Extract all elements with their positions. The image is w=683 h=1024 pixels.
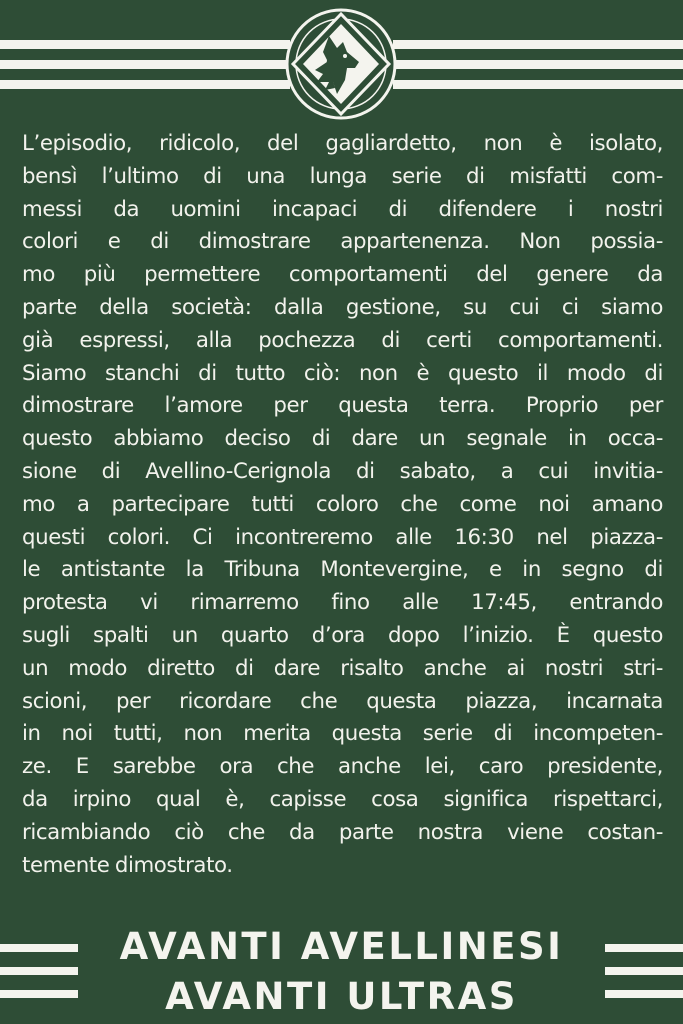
slogan-line-2: AVANTI ULTRAS: [165, 975, 518, 1018]
text-line: ricambiando ciò che da parte nostra viene costan-: [22, 819, 663, 845]
text-line: protesta vi rimarremo fino alle 17:45, entrando: [22, 590, 663, 616]
stripe: [0, 80, 290, 89]
text-line: L’episodio, ridicolo, del gagliardetto, non è isolato,: [22, 131, 663, 156]
statement-text: [22, 128, 663, 882]
text-line: scioni, per ricordare che questa piazza, incarnata: [22, 688, 663, 714]
wolf-emblem-icon: [285, 8, 397, 120]
stripe: [393, 60, 683, 69]
text-line: messi da uomini incapaci di difendere i nostri: [22, 196, 663, 222]
text-line: un modo diretto di dare risalto anche ai nostri stri-: [22, 655, 663, 681]
text-line: sugli spalti un quarto d’ora dopo l’inizio. È questo: [22, 622, 663, 648]
stripe: [393, 80, 683, 89]
text-line: Siamo stanchi di tutto ciò: non è questo il modo di: [22, 360, 663, 386]
stripe: [605, 967, 683, 975]
text-line: già espressi, alla pochezza di certi comportamenti.: [22, 327, 663, 353]
text-line: ze. E sarebbe ora che anche lei, caro presidente,: [22, 754, 663, 780]
text-line: le antistante la Tribuna Montevergine, e in segno di: [22, 557, 663, 583]
text-line: temente dimostrato.: [22, 852, 233, 878]
stripe: [393, 40, 683, 49]
text-line: parte della società: dalla gestione, su cui ci siamo: [22, 294, 663, 320]
stripe: [0, 967, 78, 975]
text-line: bensì l’ultimo di una lunga serie di misfatti com-: [22, 163, 663, 189]
text-line: questi colori. Ci incontreremo alle 16:30 nel piazza-: [22, 524, 663, 550]
text-line: mo a partecipare tutti coloro che come noi amano: [22, 491, 663, 517]
text-line: sione di Avellino-Cerignola di sabato, a cui invitia-: [22, 458, 663, 484]
text-line: colori e di dimostrare appartenenza. Non possia-: [22, 229, 663, 255]
slogan-line-1: AVANTI AVELLINESI: [119, 925, 564, 968]
text-line: mo più permettere comportamenti del genere da: [22, 262, 663, 288]
stripe: [0, 60, 290, 69]
text-line: in noi tutti, non merita questa serie di incompeten-: [22, 721, 663, 747]
text-line: questo abbiamo deciso di dare un segnale in occa-: [22, 426, 663, 452]
text-line: da irpino qual è, capisse cosa significa rispettarci,: [22, 786, 663, 812]
stripe: [0, 40, 290, 49]
text-line: dimostrare l’amore per questa terra. Proprio per: [22, 393, 663, 419]
